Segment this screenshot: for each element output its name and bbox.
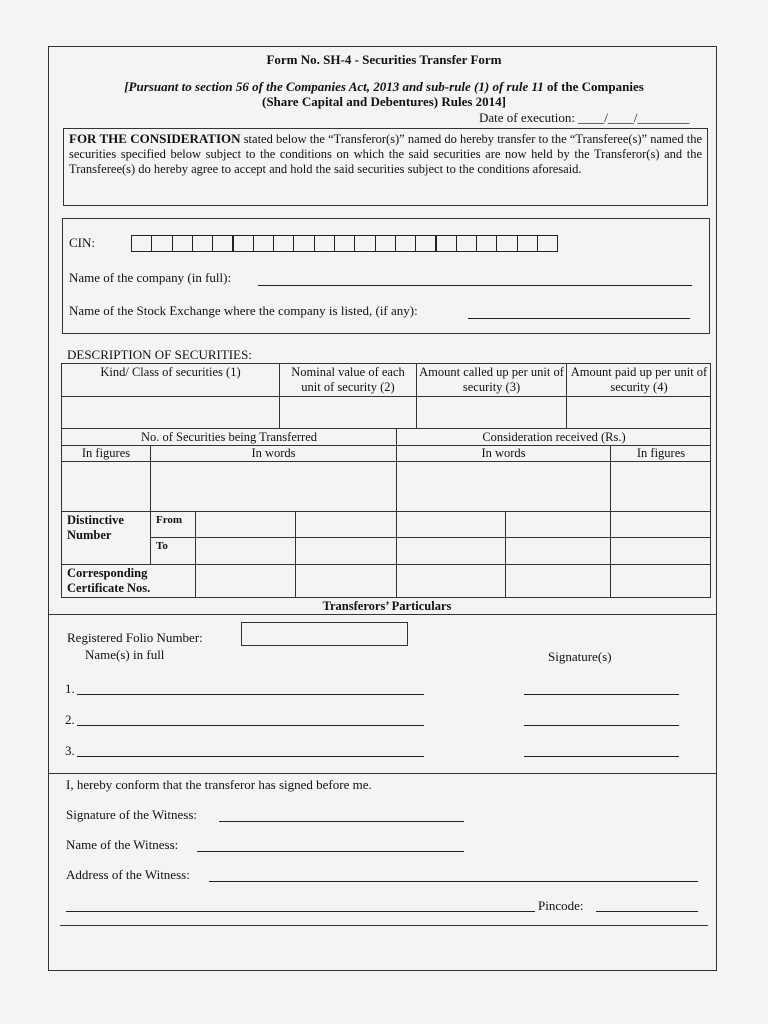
no-in-words-header: In words (251, 446, 296, 460)
witness-address-line2[interactable] (66, 911, 535, 912)
to-label: To (156, 540, 168, 552)
pincode-field[interactable] (596, 911, 698, 912)
cin-char-box[interactable] (172, 235, 193, 252)
from-label: From (156, 514, 183, 526)
pincode-label: Pincode: (538, 898, 584, 913)
cin-char-box[interactable] (273, 235, 294, 252)
cin-char-box[interactable] (456, 235, 477, 252)
stock-exchange-label: Name of the Stock Exchange where the company is listed, (if any): (69, 303, 418, 318)
company-name-field[interactable] (258, 285, 692, 286)
cin-char-box[interactable] (151, 235, 172, 252)
cin-char-box[interactable] (436, 235, 457, 252)
cin-char-box[interactable] (354, 235, 375, 252)
consideration-statement: FOR THE CONSIDERATION stated below the “Transferor(s)” named do hereby transfer to the “Transferee(s)” named the securities specified below subject to the conditions on which the said securities are now held by the Transferor(s) and the Transferee(s) do hereby agree to accept and hold the said securities subject to the conditions aforesaid. (63, 128, 708, 206)
cin-label: CIN: (69, 235, 95, 250)
transferor-signature-1[interactable] (524, 694, 679, 695)
certificate-nos-label: Corresponding Certificate Nos. (67, 566, 151, 595)
transferor-name-3[interactable] (77, 756, 424, 757)
transferors-heading: Transferors’ Particulars (322, 599, 452, 613)
securities-table (61, 363, 711, 598)
witness-signature-field[interactable] (219, 821, 464, 822)
names-label: Name(s) in full (85, 647, 165, 662)
witness-address-label: Address of the Witness: (66, 867, 190, 882)
transferor-name-2[interactable] (77, 725, 424, 726)
cin-char-box[interactable] (415, 235, 436, 252)
form-subtitle: [Pursuant to section 56 of the Companies Act, 2013 and sub-rule (1) of rule 11 of the Companies (124, 79, 644, 94)
transferor-row-1-label: 1. (65, 681, 75, 696)
no-in-figures-header: In figures (81, 446, 131, 460)
cin-char-box[interactable] (314, 235, 335, 252)
transferor-signature-2[interactable] (524, 725, 679, 726)
transferor-name-1[interactable] (77, 694, 424, 695)
securities-section-label: DESCRIPTION OF SECURITIES: (67, 347, 252, 362)
securities-transferred-header: No. of Securities being Transferred (140, 430, 317, 444)
col-kind-class: Kind/ Class of securities (1) (100, 365, 241, 379)
witness-confirmation: I, hereby conform that the transferor has signed before me. (66, 777, 372, 792)
consideration-received-header: Consideration received (Rs.) (482, 430, 626, 444)
cin-char-box[interactable] (212, 235, 233, 252)
distinctive-number-label: Distinctive Number (67, 513, 124, 542)
col-amount-called: Amount called up per unit of security (3) (419, 365, 564, 394)
transferor-signature-3[interactable] (524, 756, 679, 757)
cin-char-box[interactable] (253, 235, 274, 252)
col-amount-paid: Amount paid up per unit of security (4) (570, 365, 708, 394)
cin-char-box[interactable] (192, 235, 213, 252)
cin-char-box[interactable] (496, 235, 517, 252)
date-of-execution[interactable]: Date of execution: ____/____/________ (479, 110, 690, 125)
form-subtitle-line2: (Share Capital and Debentures) Rules 2014] (261, 94, 506, 109)
cin-char-box[interactable] (293, 235, 314, 252)
cin-char-box[interactable] (334, 235, 355, 252)
witness-name-field[interactable] (197, 851, 464, 852)
company-name-label: Name of the company (in full): (69, 270, 232, 285)
col-nominal-value: Nominal value of each unit of security (2) (291, 365, 405, 394)
folio-label: Registered Folio Number: (67, 630, 203, 645)
witness-address-field[interactable] (209, 881, 698, 882)
cin-char-box[interactable] (476, 235, 497, 252)
witness-name-label: Name of the Witness: (66, 837, 179, 852)
cin-char-box[interactable] (395, 235, 416, 252)
transferor-row-2-label: 2. (65, 712, 75, 727)
folio-number-input[interactable] (241, 622, 408, 646)
signature-label: Signature(s) (548, 649, 612, 664)
form-title: Form No. SH-4 - Securities Transfer Form (266, 52, 502, 67)
cin-char-box[interactable] (537, 235, 558, 252)
cin-char-box[interactable] (131, 235, 152, 252)
transferor-row-3-label: 3. (65, 743, 75, 758)
cin-char-box[interactable] (517, 235, 538, 252)
witness-signature-label: Signature of the Witness: (66, 807, 198, 822)
stock-exchange-field[interactable] (468, 318, 690, 319)
consid-in-figures-header: In figures (636, 446, 686, 460)
cin-char-box[interactable] (233, 235, 254, 252)
cin-char-box[interactable] (375, 235, 396, 252)
consid-in-words-header: In words (481, 446, 526, 460)
